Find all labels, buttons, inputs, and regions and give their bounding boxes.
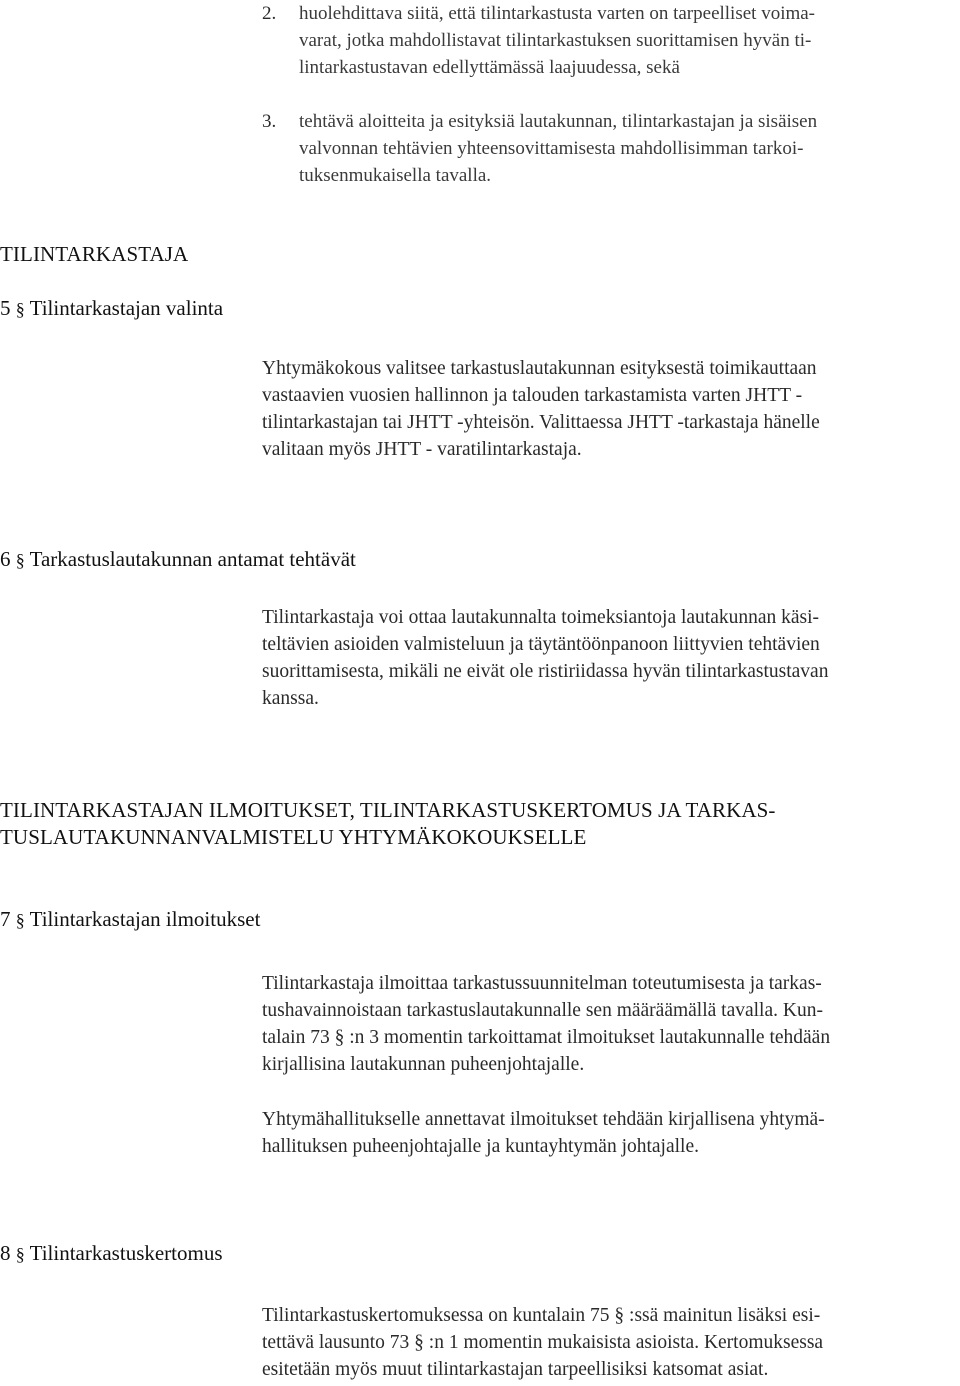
paragraph-5-line-3: tilintarkastajan tai JHTT -yhteisön. Valittaessa JHTT -tarkastaja hänelle	[262, 412, 820, 433]
paragraph-8-body	[262, 1302, 823, 1383]
paragraph-6-line-4: kanssa.	[262, 688, 319, 709]
paragraph-5-line-2: vastaavien vuosien hallinnon ja talouden tarkastamista varten JHTT -	[262, 385, 803, 406]
paragraph-7a-line-1: Tilintarkastaja ilmoittaa tarkastussuunnitelman toteutumisesta ja tarkas-	[262, 973, 822, 994]
section-sign-icon: §	[15, 1244, 25, 1264]
list-item-2-line-2: varat, jotka mahdollistavat tilintarkastuksen suorittamisen hyvän ti-	[299, 30, 812, 51]
paragraph-6-heading	[0, 546, 356, 574]
paragraph-8-heading	[0, 1240, 223, 1268]
section-title-tilintarkastaja: TILINTARKASTAJA	[0, 242, 189, 266]
paragraph-7a-line-4: kirjallisina lautakunnan puheenjohtajalle.	[262, 1054, 585, 1075]
section-sign-icon: §	[15, 299, 25, 319]
paragraph-8-title: Tilintarkastuskertomus	[29, 1241, 223, 1265]
paragraph-5-line-1: Yhtymäkokous valitsee tarkastuslautakunnan esityksestä toimikauttaan	[262, 358, 817, 379]
paragraph-5-heading	[0, 295, 223, 323]
paragraph-7a-line-3: talain 73 § :n 3 momentin tarkoittamat ilmoitukset lautakunnalle tehdään	[262, 1027, 831, 1048]
list-item-2-line-1: huolehdittava siitä, että tilintarkastusta varten on tarpeelliset voima-	[299, 3, 816, 24]
paragraph-7-title: Tilintarkastajan ilmoitukset	[29, 907, 261, 931]
paragraph-7b-line-2: hallituksen puheenjohtajalle ja kuntayhtymän johtajalle.	[262, 1136, 699, 1157]
section-title-ilmoitukset-line-2: TUSLAUTAKUNNANVALMISTELU YHTYMÄKOKOUKSELLE	[0, 825, 587, 849]
list-item-3-line-3: tuksenmukaisella tavalla.	[299, 165, 492, 186]
paragraph-6-number: 6	[0, 547, 11, 571]
paragraph-6-title: Tarkastuslautakunnan antamat tehtävät	[29, 547, 356, 571]
paragraph-6-line-2: teltävien asioiden valmisteluun ja täytäntöönpanoon liittyvien tehtävien	[262, 634, 820, 655]
section-title-ilmoitukset	[0, 797, 776, 851]
section-sign-icon: §	[15, 550, 25, 570]
paragraph-8-line-3: esitetään myös muut tilintarkastajan tarpeellisiksi katsomat asiat.	[262, 1359, 769, 1380]
list-item-3-line-1: tehtävä aloitteita ja esityksiä lautakunnan, tilintarkastajan ja sisäisen	[299, 111, 818, 132]
paragraph-5-number: 5	[0, 296, 11, 320]
paragraph-6-line-3: suorittamisesta, mikäli ne eivät ole ristiriidassa hyvän tilintarkastustavan	[262, 661, 829, 682]
list-item-2-text	[299, 0, 960, 81]
paragraph-7b-line-1: Yhtymähallitukselle annettavat ilmoitukset tehdään kirjallisena yhtymä-	[262, 1109, 825, 1130]
paragraph-6-line-1: Tilintarkastaja voi ottaa lautakunnalta toimeksiantoja lautakunnan käsi-	[262, 607, 820, 628]
paragraph-7-number: 7	[0, 907, 11, 931]
list-item-3-text	[299, 108, 960, 189]
section-title-ilmoitukset-line-1: TILINTARKASTAJAN ILMOITUKSET, TILINTARKASTUSKERTOMUS JA TARKAS-	[0, 798, 776, 822]
paragraph-5-line-4: valitaan myös JHTT - varatilintarkastaja.	[262, 439, 582, 460]
list-number-2: 2.	[262, 3, 277, 24]
paragraph-8-line-1: Tilintarkastuskertomuksessa on kuntalain 75 § :ssä mainitun lisäksi esi-	[262, 1305, 821, 1326]
paragraph-7-body-b	[262, 1106, 825, 1160]
paragraph-5-body	[262, 355, 820, 463]
paragraph-8-line-2: tettävä lausunto 73 § :n 1 momentin mukaisista asioista. Kertomuksessa	[262, 1332, 824, 1353]
paragraph-7a-line-2: tushavainnoistaan tarkastuslautakunnalle sen määräämällä tavalla. Kun-	[262, 1000, 823, 1021]
paragraph-7-body-a	[262, 970, 830, 1078]
paragraph-6-body	[262, 604, 828, 712]
paragraph-5-title: Tilintarkastajan valinta	[29, 296, 224, 320]
list-item-2-line-3: lintarkastustavan edellyttämässä laajuudessa, sekä	[299, 57, 680, 78]
paragraph-8-number: 8	[0, 1241, 11, 1265]
list-number-3: 3.	[262, 111, 277, 132]
paragraph-7-heading	[0, 906, 260, 934]
section-sign-icon: §	[15, 910, 25, 930]
list-item-3-line-2: valvonnan tehtävien yhteensovittamisesta mahdollisimman tarkoi-	[299, 138, 804, 159]
